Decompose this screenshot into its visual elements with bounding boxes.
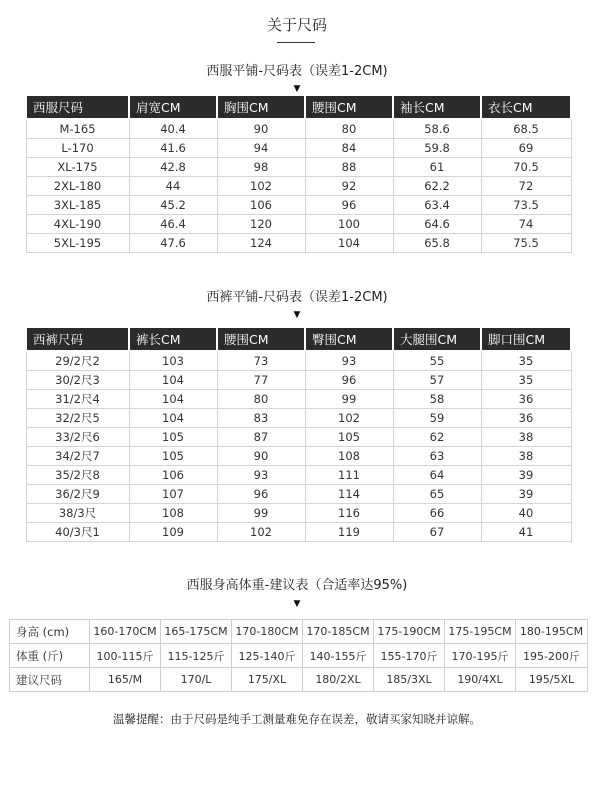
- suit-table-row: [26, 196, 571, 215]
- pants-cell: 104: [129, 371, 217, 390]
- suit-table-row: [26, 234, 571, 253]
- pants-cell: 105: [129, 428, 217, 447]
- pants-cell: 35: [481, 371, 571, 390]
- pants-table-row: [26, 409, 571, 428]
- suit-cell: 106: [217, 196, 305, 215]
- pants-cell: 34/2尺7: [26, 447, 129, 466]
- pants-cell: 41: [481, 523, 571, 542]
- recommend-cell-label: 身高 (cm): [10, 620, 90, 644]
- suit-cell: 5XL-195: [26, 234, 129, 253]
- suit-cell: 98: [217, 158, 305, 177]
- recommend-cell: 155-170斤: [374, 644, 445, 668]
- suit-table-row: [26, 177, 571, 196]
- recommend-cell: 195/5XL: [516, 668, 588, 692]
- pants-cell: 105: [129, 447, 217, 466]
- pants-cell: 83: [217, 409, 305, 428]
- suit-cell: 44: [129, 177, 217, 196]
- pants-cell: 96: [217, 485, 305, 504]
- suit-cell: 80: [305, 119, 393, 139]
- suit-cell: 58.6: [393, 119, 481, 139]
- pants-table-row: [26, 485, 571, 504]
- suit-cell: 100: [305, 215, 393, 234]
- suit-table-row: [26, 158, 571, 177]
- suit-cell: 2XL-180: [26, 177, 129, 196]
- pants-cell: 55: [393, 351, 481, 371]
- recommend-table-row: [10, 644, 588, 668]
- pants-cell: 80: [217, 390, 305, 409]
- pants-cell: 36: [481, 390, 571, 409]
- pants-cell: 40: [481, 504, 571, 523]
- suit-cell: 59.8: [393, 139, 481, 158]
- suit-cell: 74: [481, 215, 571, 234]
- suit-cell: 40.4: [129, 119, 217, 139]
- suit-cell: 3XL-185: [26, 196, 129, 215]
- recommend-cell: 115-125斤: [161, 644, 232, 668]
- suit-header-cell: 肩宽CM: [129, 95, 217, 119]
- pants-size-table: [25, 326, 572, 542]
- pants-table-row: [26, 523, 571, 542]
- pants-cell: 108: [129, 504, 217, 523]
- recommend-cell: 190/4XL: [445, 668, 516, 692]
- pants-cell: 99: [305, 390, 393, 409]
- suit-header-cell: 腰围CM: [305, 95, 393, 119]
- pants-cell: 57: [393, 371, 481, 390]
- recommend-cell: 195-200斤: [516, 644, 588, 668]
- suit-cell: 70.5: [481, 158, 571, 177]
- suit-cell: 75.5: [481, 234, 571, 253]
- suit-cell: 92: [305, 177, 393, 196]
- suit-cell: 90: [217, 119, 305, 139]
- pants-header-cell: 西裤尺码: [26, 327, 129, 351]
- pants-cell: 119: [305, 523, 393, 542]
- recommend-cell: 165/M: [90, 668, 161, 692]
- pants-cell: 36/2尺9: [26, 485, 129, 504]
- suit-cell: 73.5: [481, 196, 571, 215]
- pants-cell: 87: [217, 428, 305, 447]
- pants-cell: 36: [481, 409, 571, 428]
- title-underline: [277, 42, 315, 43]
- suit-cell: 63.4: [393, 196, 481, 215]
- pants-cell: 114: [305, 485, 393, 504]
- pants-cell: 64: [393, 466, 481, 485]
- suit-table-row: [26, 119, 571, 139]
- pants-cell: 104: [129, 390, 217, 409]
- suit-cell: 96: [305, 196, 393, 215]
- pants-header-cell: 大腿围CM: [393, 327, 481, 351]
- pants-cell: 99: [217, 504, 305, 523]
- pants-cell: 67: [393, 523, 481, 542]
- pants-cell: 109: [129, 523, 217, 542]
- recommend-cell: 180-195CM: [516, 620, 588, 644]
- recommend-table-title: 西服身高体重-建议表（合适率达95%): [186, 578, 408, 593]
- suit-size-table: [25, 94, 572, 253]
- pants-cell: 58: [393, 390, 481, 409]
- recommend-cell: 175-190CM: [374, 620, 445, 644]
- pants-header-cell: 腰围CM: [217, 327, 305, 351]
- recommend-table-row: [10, 668, 588, 692]
- pants-table-header: [26, 327, 571, 351]
- suit-table-arrow: ▼: [293, 84, 301, 94]
- suit-cell: 124: [217, 234, 305, 253]
- recommend-cell: 175-195CM: [445, 620, 516, 644]
- suit-cell: 104: [305, 234, 393, 253]
- recommend-cell: 140-155斤: [303, 644, 374, 668]
- pants-cell: 93: [305, 351, 393, 371]
- suit-cell: 47.6: [129, 234, 217, 253]
- disclaimer-note: 温馨提醒：由于尺码是纯手工测量难免存在误差，敬请买家知晓并谅解。: [113, 712, 481, 726]
- suit-cell: 45.2: [129, 196, 217, 215]
- pants-cell: 96: [305, 371, 393, 390]
- suit-cell: 94: [217, 139, 305, 158]
- suit-cell: XL-175: [26, 158, 129, 177]
- suit-cell: 69: [481, 139, 571, 158]
- pants-cell: 32/2尺5: [26, 409, 129, 428]
- pants-cell: 66: [393, 504, 481, 523]
- suit-table-row: [26, 139, 571, 158]
- page-title: 关于尺码: [266, 16, 327, 34]
- pants-cell: 40/3尺1: [26, 523, 129, 542]
- pants-table-row: [26, 447, 571, 466]
- suit-header-cell: 袖长CM: [393, 95, 481, 119]
- recommend-table-row: [10, 620, 588, 644]
- suit-cell: 84: [305, 139, 393, 158]
- pants-cell: 38: [481, 447, 571, 466]
- suit-cell: 72: [481, 177, 571, 196]
- recommend-table-arrow: ▼: [293, 599, 301, 609]
- recommend-cell: 100-115斤: [90, 644, 161, 668]
- pants-cell: 106: [129, 466, 217, 485]
- pants-cell: 33/2尺6: [26, 428, 129, 447]
- suit-cell: 46.4: [129, 215, 217, 234]
- pants-cell: 35: [481, 351, 571, 371]
- recommend-cell: 160-170CM: [90, 620, 161, 644]
- pants-cell: 107: [129, 485, 217, 504]
- pants-cell: 90: [217, 447, 305, 466]
- pants-cell: 39: [481, 485, 571, 504]
- pants-table-title: 西裤平铺-尺码表（误差1-2CM): [206, 290, 388, 305]
- suit-cell: 102: [217, 177, 305, 196]
- recommend-cell: 180/2XL: [303, 668, 374, 692]
- suit-cell: 42.8: [129, 158, 217, 177]
- suit-cell: 4XL-190: [26, 215, 129, 234]
- pants-table-row: [26, 466, 571, 485]
- pants-table-row: [26, 371, 571, 390]
- pants-header-cell: 裤长CM: [129, 327, 217, 351]
- pants-cell: 105: [305, 428, 393, 447]
- suit-cell: M-165: [26, 119, 129, 139]
- recommend-cell: 125-140斤: [232, 644, 303, 668]
- recommend-cell: 170/L: [161, 668, 232, 692]
- pants-table-row: [26, 504, 571, 523]
- pants-cell: 62: [393, 428, 481, 447]
- pants-cell: 116: [305, 504, 393, 523]
- recommend-cell: 170-180CM: [232, 620, 303, 644]
- suit-table-title: 西服平铺-尺码表（误差1-2CM): [206, 64, 388, 79]
- pants-cell: 35/2尺8: [26, 466, 129, 485]
- suit-header-cell: 西服尺码: [26, 95, 129, 119]
- pants-header-cell: 臀围CM: [305, 327, 393, 351]
- pants-table-row: [26, 390, 571, 409]
- pants-cell: 39: [481, 466, 571, 485]
- suit-cell: 61: [393, 158, 481, 177]
- pants-cell: 59: [393, 409, 481, 428]
- suit-cell: 88: [305, 158, 393, 177]
- pants-cell: 30/2尺3: [26, 371, 129, 390]
- pants-cell: 103: [129, 351, 217, 371]
- suit-cell: 64.6: [393, 215, 481, 234]
- suit-cell: L-170: [26, 139, 129, 158]
- pants-cell: 108: [305, 447, 393, 466]
- pants-table-arrow: ▼: [293, 310, 301, 320]
- pants-header-cell: 脚口围CM: [481, 327, 571, 351]
- pants-cell: 38/3尺: [26, 504, 129, 523]
- suit-header-cell: 衣长CM: [481, 95, 571, 119]
- recommend-cell: 170-195斤: [445, 644, 516, 668]
- suit-cell: 62.2: [393, 177, 481, 196]
- pants-table-row: [26, 351, 571, 371]
- pants-table-row: [26, 428, 571, 447]
- suit-header-cell: 胸围CM: [217, 95, 305, 119]
- pants-cell: 93: [217, 466, 305, 485]
- suit-cell: 120: [217, 215, 305, 234]
- pants-cell: 65: [393, 485, 481, 504]
- pants-cell: 63: [393, 447, 481, 466]
- pants-cell: 73: [217, 351, 305, 371]
- pants-cell: 104: [129, 409, 217, 428]
- recommend-cell: 170-185CM: [303, 620, 374, 644]
- recommend-cell-label: 建议尺码: [10, 668, 90, 692]
- pants-cell: 102: [305, 409, 393, 428]
- pants-cell: 102: [217, 523, 305, 542]
- recommend-cell: 175/XL: [232, 668, 303, 692]
- suit-table-row: [26, 215, 571, 234]
- suit-table-header: [26, 95, 571, 119]
- suit-cell: 68.5: [481, 119, 571, 139]
- recommend-cell: 165-175CM: [161, 620, 232, 644]
- pants-cell: 29/2尺2: [26, 351, 129, 371]
- pants-cell: 38: [481, 428, 571, 447]
- pants-cell: 77: [217, 371, 305, 390]
- pants-cell: 31/2尺4: [26, 390, 129, 409]
- suit-cell: 65.8: [393, 234, 481, 253]
- pants-cell: 111: [305, 466, 393, 485]
- recommend-cell-label: 体重 (斤): [10, 644, 90, 668]
- recommend-cell: 185/3XL: [374, 668, 445, 692]
- suit-cell: 41.6: [129, 139, 217, 158]
- recommend-table: [9, 619, 588, 692]
